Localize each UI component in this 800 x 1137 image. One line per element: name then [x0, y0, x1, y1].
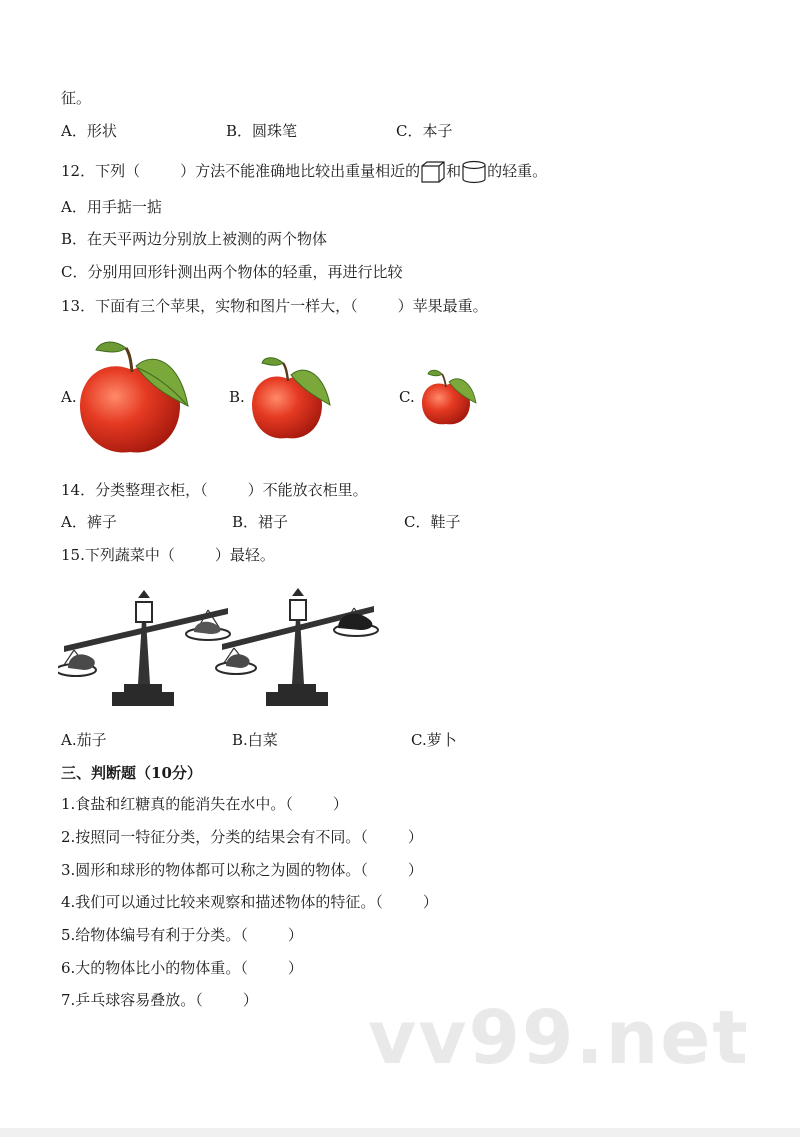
judge-item-3 — [61, 860, 423, 880]
q11-option-b: B．圆珠笔 — [226, 122, 298, 140]
q12-option-b: B．在天平两边分别放上被测的两个物体 — [61, 230, 328, 248]
q12-option-a: A．用手掂一掂 — [61, 198, 162, 216]
q14-prefix: 14．分类整理衣柜，（ — [61, 481, 208, 499]
q12-option-c: C．分别用回形针测出两个物体的轻重，再进行比较 — [61, 263, 403, 281]
q15-option-c: C.萝卜 — [411, 731, 457, 749]
q13-label-c: C. — [399, 388, 415, 406]
balance-scale-1-image — [58, 588, 238, 710]
q13-question — [61, 296, 488, 316]
q11-option-c: C．本子 — [396, 122, 453, 140]
medium-apple-image — [250, 353, 332, 441]
large-apple-image — [76, 336, 192, 458]
q14-suffix: ）不能放衣柜里。 — [247, 481, 368, 499]
q11-tail: 征。 — [61, 89, 92, 107]
q15-prefix: 15.下列蔬菜中（ — [61, 546, 175, 564]
q12-middle: ）方法不能准确地比较出重量相近的 — [180, 162, 421, 180]
q13-suffix: ）苹果最重。 — [397, 297, 488, 315]
cylinder-icon — [461, 160, 487, 184]
q15-option-a: A.茄子 — [61, 731, 107, 749]
q14-option-b: B．裙子 — [232, 513, 289, 531]
q13-label-a: A. — [61, 388, 77, 406]
q15-question — [61, 545, 275, 565]
small-apple-image — [420, 367, 478, 427]
judge-item-2 — [61, 827, 423, 847]
q13-label-b: B. — [229, 388, 245, 406]
judge-item-6 — [61, 958, 303, 978]
q13-prefix: 13．下面有三个苹果，实物和图片一样大，（ — [61, 297, 358, 315]
judge-close-paren: ） — [332, 795, 348, 813]
cube-icon — [420, 160, 446, 184]
judge-item-text: 4.我们可以通过比较来观察和描述物体的特征。（ — [61, 893, 383, 911]
judge-item-text: 5.给物体编号有利于分类。（ — [61, 926, 248, 944]
judge-close-paren: ） — [407, 828, 423, 846]
q14-option-c: C．鞋子 — [404, 513, 461, 531]
judge-close-paren: ） — [242, 991, 258, 1009]
judge-close-paren: ） — [287, 959, 303, 977]
judge-item-text: 3.圆形和球形的物体都可以称之为圆的物体。（ — [61, 861, 368, 879]
balance-scale-2-image — [214, 586, 384, 710]
judge-item-5 — [61, 925, 303, 945]
q14-option-a: A．裤子 — [61, 513, 117, 531]
judge-item-text: 2.按照同一特征分类，分类的结果会有不同。（ — [61, 828, 368, 846]
q14-question — [61, 480, 368, 500]
q12-question — [61, 160, 547, 184]
judge-close-paren: ） — [407, 861, 423, 879]
judge-item-1 — [61, 794, 348, 814]
page-bottom-edge — [0, 1128, 800, 1137]
section3-title: 三、判断题（10分） — [61, 764, 202, 782]
judge-item-text: 7.乒乓球容易叠放。（ — [61, 991, 203, 1009]
q12-prefix: 12．下列（ — [61, 162, 141, 180]
q11-option-a: A．形状 — [61, 122, 117, 140]
judge-item-text: 1.食盐和红糖真的能消失在水中。（ — [61, 795, 293, 813]
judge-close-paren: ） — [287, 926, 303, 944]
judge-item-text: 6.大的物体比小的物体重。（ — [61, 959, 248, 977]
q15-option-b: B.白菜 — [232, 731, 278, 749]
judge-close-paren: ） — [422, 893, 438, 911]
watermark: vv99.net — [368, 995, 750, 1081]
q15-suffix: ）最轻。 — [214, 546, 275, 564]
judge-item-4 — [61, 892, 438, 912]
judge-item-7 — [61, 990, 258, 1010]
q12-and: 和 — [446, 162, 462, 180]
q12-suffix: 的轻重。 — [487, 162, 548, 180]
